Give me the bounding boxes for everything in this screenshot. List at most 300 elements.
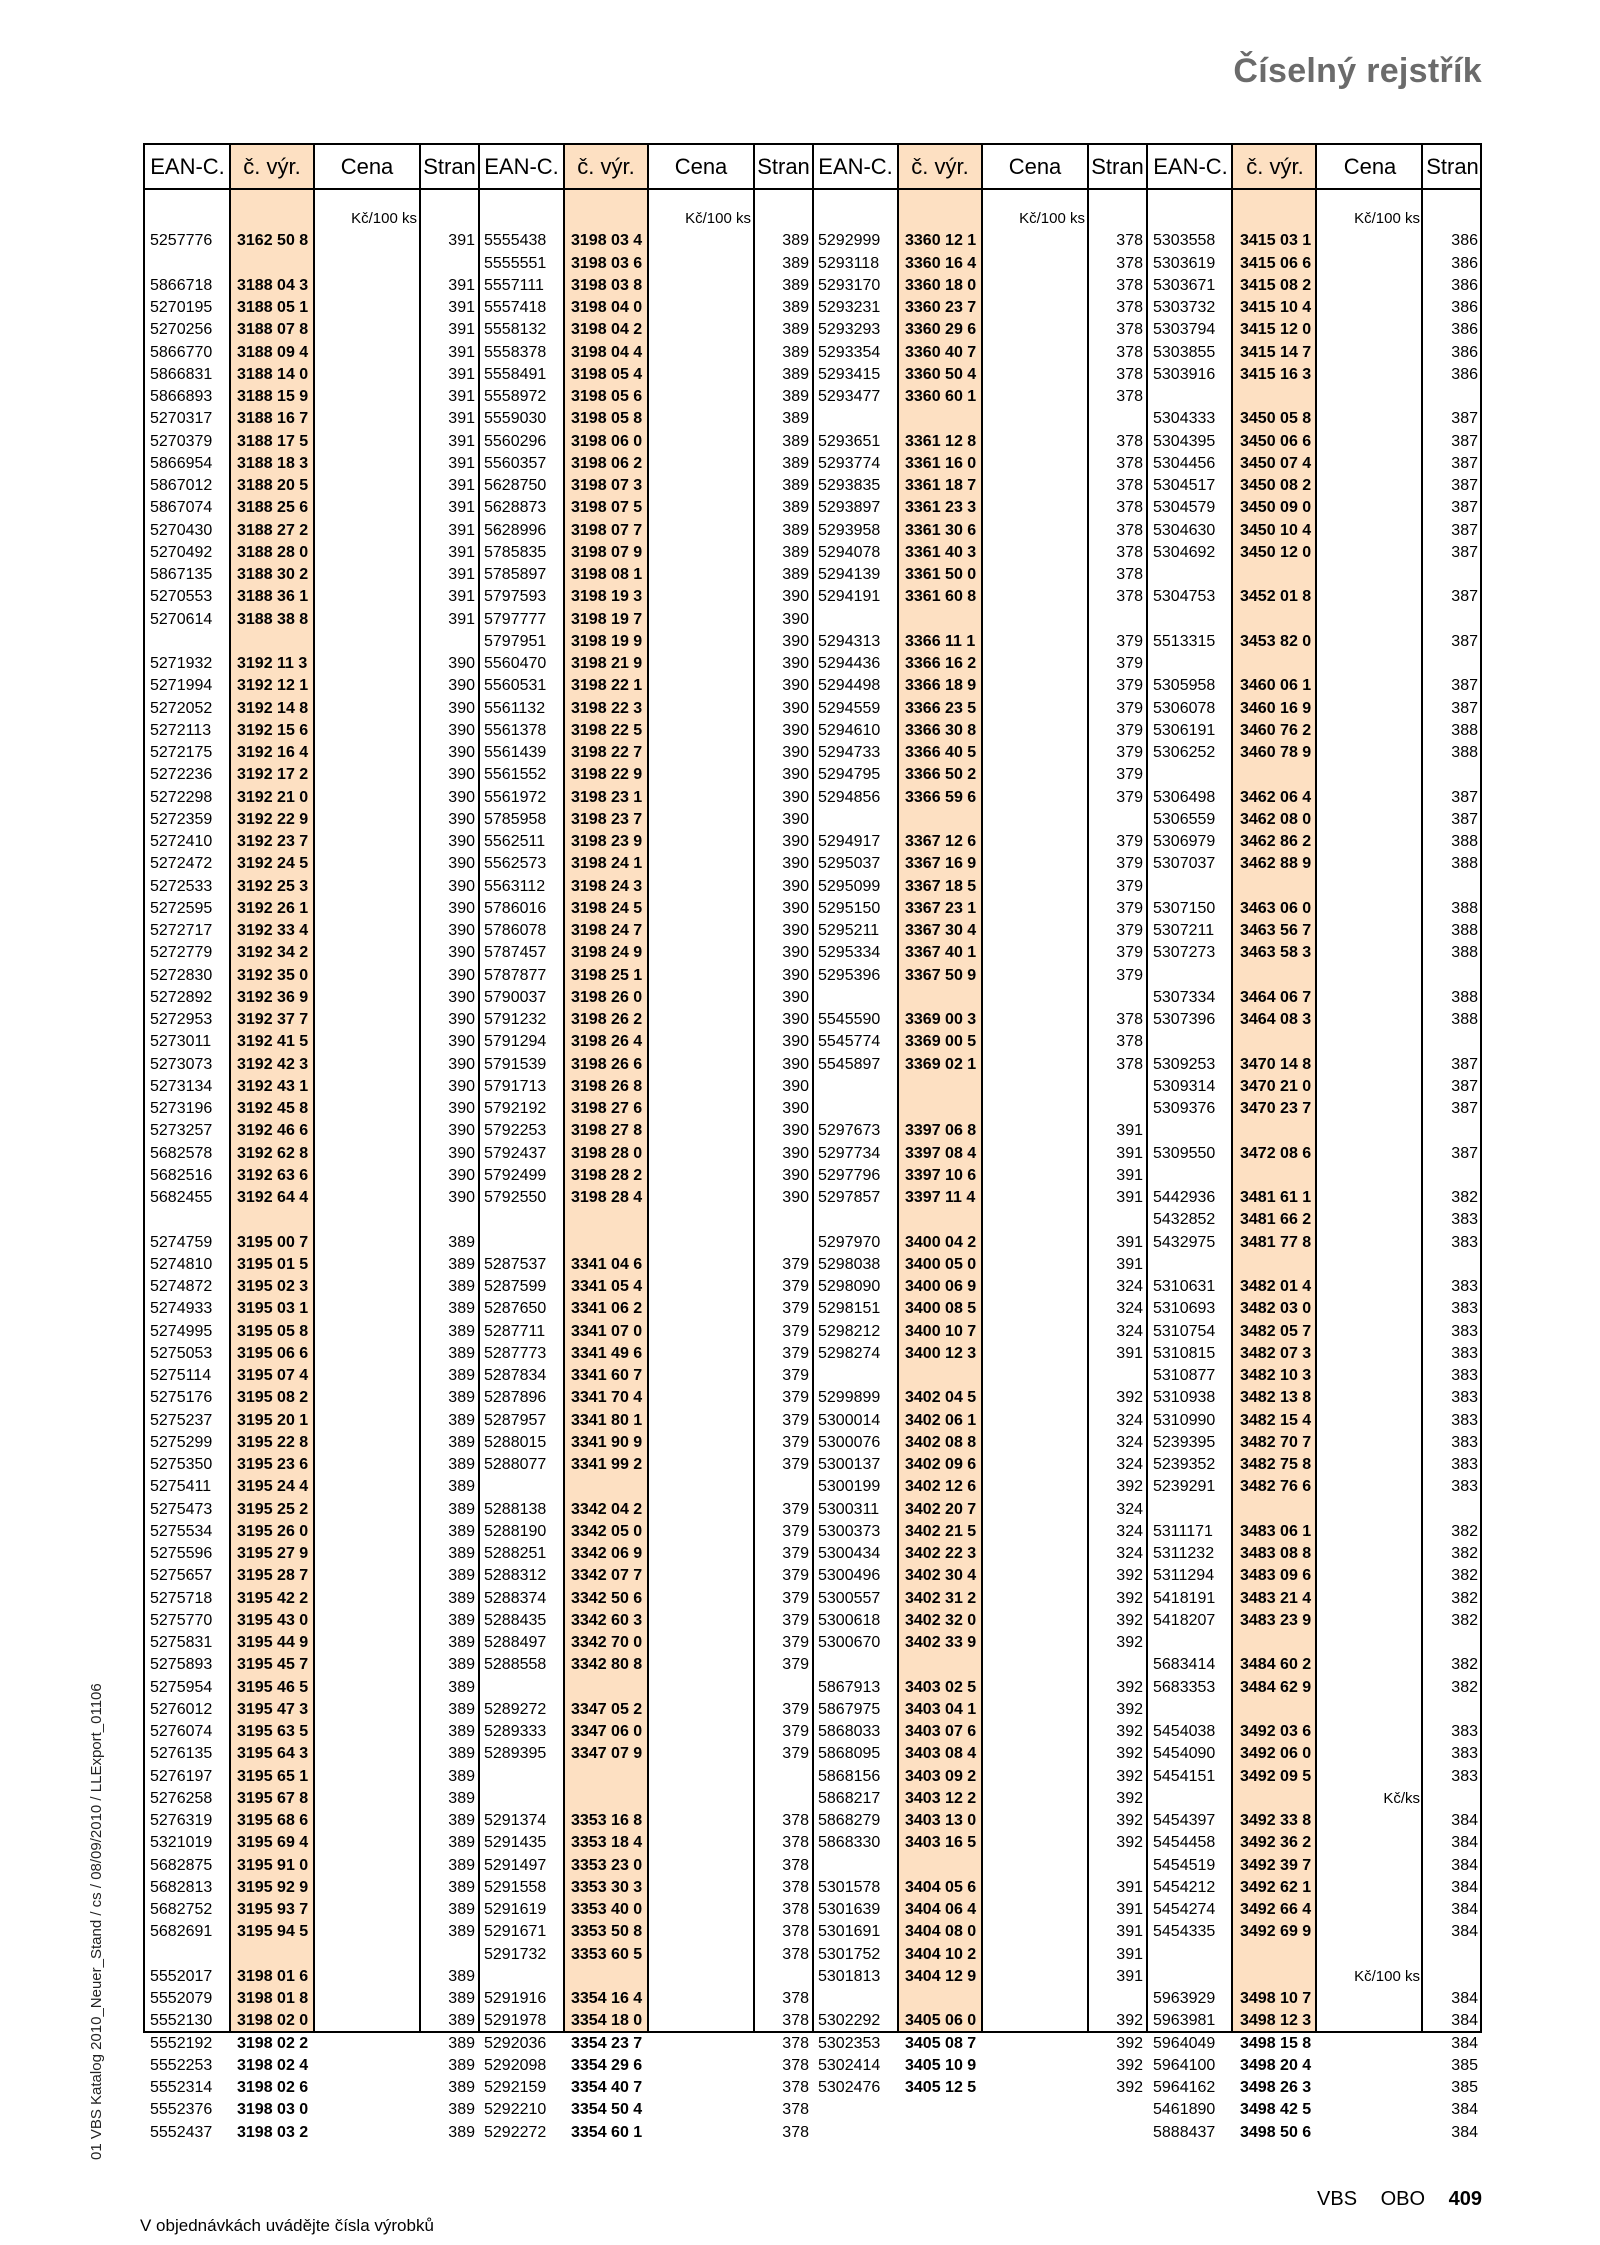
article-number: 3192 34 2 (237, 944, 309, 962)
ean-code: 5561132 (484, 699, 546, 717)
ean-code: 5310990 (1153, 1411, 1216, 1429)
ean-code: 5298212 (818, 1322, 881, 1340)
column-header: Stran (423, 154, 476, 179)
table-row (145, 1410, 479, 1432)
column-divider (419, 145, 421, 2031)
price-unit: Kč/100 ks (1354, 210, 1420, 227)
page-ref: 378 (1116, 321, 1143, 339)
table-row (813, 853, 1147, 875)
column-divider (313, 145, 315, 2031)
page-ref: 390 (782, 744, 809, 761)
ean-code: 5293415 (818, 365, 881, 383)
table-row (479, 2010, 813, 2032)
page-ref: 390 (448, 1122, 475, 1140)
table-row (479, 698, 813, 720)
ean-code: 5307037 (1153, 855, 1216, 873)
ean-code: 5867913 (818, 1678, 881, 1696)
table-row (145, 364, 479, 386)
ean-code: 5302414 (818, 2056, 881, 2074)
article-number: 3198 01 6 (237, 1967, 309, 1985)
table-row (479, 1165, 813, 1187)
page-ref: 390 (448, 1100, 475, 1117)
ean-code: 5791539 (484, 1055, 547, 1073)
article-number: 3450 06 6 (1240, 432, 1312, 450)
page-ref: 391 (1116, 1967, 1143, 1985)
article-number: 3403 08 4 (905, 1745, 977, 1763)
ean-code: 5276258 (150, 1789, 213, 1807)
article-number: 3195 67 8 (237, 1789, 309, 1807)
page-ref: 391 (1116, 1945, 1143, 1963)
table-row (813, 431, 1147, 453)
ean-code: 5868033 (818, 1723, 881, 1740)
table-row (479, 1454, 813, 1476)
page-ref: 389 (782, 543, 809, 561)
ean-code: 5272236 (150, 766, 213, 784)
table-row (145, 1209, 479, 1231)
ean-code: 5432852 (1153, 1211, 1216, 1229)
ean-code: 5560357 (484, 454, 547, 472)
ean-code: 5561972 (484, 788, 547, 806)
article-number: 3195 25 2 (237, 1500, 309, 1518)
table-row (813, 1944, 1147, 1966)
ean-code: 5454274 (1153, 1901, 1216, 1918)
article-number: 3198 08 1 (571, 566, 643, 583)
article-number: 3354 29 6 (571, 2056, 643, 2074)
table-row (813, 475, 1147, 497)
page-ref: 392 (1116, 2056, 1143, 2074)
page-ref: 389 (782, 432, 809, 450)
page-ref: 324 (1116, 1500, 1143, 1518)
page-ref: 383 (1451, 1211, 1478, 1229)
article-number: 3403 09 2 (905, 1767, 977, 1785)
article-number: 3198 26 4 (571, 1033, 643, 1051)
table-row (145, 631, 479, 653)
ean-code: 5273134 (150, 1077, 213, 1095)
table-row (145, 2010, 479, 2032)
table-row (479, 1321, 813, 1343)
ean-code: 5294559 (818, 699, 881, 717)
article-number: 3460 16 9 (1240, 699, 1312, 717)
article-number: 3481 77 8 (1240, 1233, 1312, 1251)
page-ref: 389 (448, 1478, 475, 1496)
table-row (813, 898, 1147, 920)
ean-code: 5310631 (1153, 1278, 1216, 1295)
ean-code: 5309314 (1153, 1077, 1216, 1095)
ean-code: 5295334 (818, 944, 881, 962)
article-number: 3195 94 5 (237, 1923, 309, 1941)
ean-code: 5295037 (818, 855, 881, 873)
ean-code: 5297857 (818, 1189, 881, 1206)
article-number: 3498 20 4 (1240, 2056, 1312, 2074)
article-number: 3450 05 8 (1240, 410, 1312, 428)
article-number: 3353 16 8 (571, 1812, 643, 1829)
article-number: 3195 47 3 (237, 1700, 309, 1718)
table-row (813, 1120, 1147, 1142)
table-row (479, 920, 813, 942)
page-ref: 388 (1451, 944, 1478, 962)
table-row (813, 1743, 1147, 1765)
article-number: 3195 44 9 (237, 1634, 309, 1651)
article-number: 3198 19 7 (571, 610, 643, 628)
column-header: Cena (340, 154, 394, 179)
article-number: 3341 49 6 (571, 1344, 643, 1362)
page-ref: 379 (782, 1545, 809, 1562)
article-number: 3402 30 4 (905, 1567, 977, 1585)
article-number: 3400 06 9 (905, 1278, 977, 1295)
table-row (145, 431, 479, 453)
ean-code: 5303619 (1153, 254, 1216, 272)
article-number: 3403 04 1 (905, 1700, 977, 1718)
page-ref: 390 (448, 766, 475, 784)
ean-code: 5309253 (1153, 1055, 1216, 1073)
page-ref: 392 (1116, 2034, 1143, 2052)
page-ref: 390 (448, 877, 475, 895)
table-row (145, 1721, 479, 1743)
page-ref: 390 (782, 1100, 809, 1117)
table-row (479, 1009, 813, 1031)
ean-code: 5309550 (1153, 1144, 1216, 1162)
page-ref: 389 (782, 477, 809, 494)
ean-code: 5294436 (818, 655, 881, 672)
ean-code: 5303558 (1153, 232, 1216, 250)
article-number: 3482 70 7 (1240, 1433, 1312, 1451)
ean-code: 5272892 (150, 988, 213, 1006)
table-row (813, 1387, 1147, 1409)
ean-code: 5298274 (818, 1344, 881, 1362)
article-number: 3342 06 9 (571, 1545, 643, 1562)
page-ref: 378 (1116, 254, 1143, 272)
page-ref: 392 (1116, 1700, 1143, 1718)
ean-code: 5275770 (150, 1611, 213, 1629)
page-ref: 324 (1116, 1456, 1143, 1473)
table-row (145, 1921, 479, 1943)
page-ref: 383 (1451, 1723, 1478, 1740)
article-number: 3195 00 7 (237, 1233, 309, 1251)
article-number: 3195 22 8 (237, 1433, 309, 1451)
ean-code: 5288251 (484, 1545, 547, 1562)
column-header: Cena (1008, 154, 1062, 179)
number-index-table (143, 143, 1482, 2141)
table-row (145, 475, 479, 497)
column-header: č. výr. (577, 154, 635, 179)
ean-code: 5294313 (818, 632, 881, 650)
ean-code: 5293170 (818, 276, 881, 294)
table-row (1148, 2099, 1482, 2121)
ean-code: 5561552 (484, 766, 547, 784)
table-row (813, 542, 1147, 564)
header-divider (145, 188, 1480, 190)
page-ref: 391 (448, 566, 475, 583)
page-ref: 390 (782, 855, 809, 873)
article-number: 3400 08 5 (905, 1300, 977, 1318)
table-row (479, 653, 813, 675)
table-row (145, 876, 479, 898)
table-row (479, 364, 813, 386)
table-row (479, 764, 813, 786)
table-row (813, 1788, 1147, 1810)
table-row (479, 1944, 813, 1966)
article-number: 3460 76 2 (1240, 721, 1312, 739)
page-ref: 378 (1116, 588, 1143, 606)
page-ref: 324 (1116, 1300, 1143, 1318)
ean-code: 5287599 (484, 1278, 547, 1295)
article-number: 3198 03 4 (571, 232, 643, 250)
article-number: 3403 13 0 (905, 1812, 977, 1829)
table-row (1148, 2033, 1482, 2055)
table-row (145, 297, 479, 319)
page-ref: 388 (1451, 899, 1478, 917)
page-ref: 387 (1451, 699, 1478, 717)
article-number: 3482 76 6 (1240, 1478, 1312, 1496)
page-ref: 390 (448, 988, 475, 1006)
table-row (813, 942, 1147, 964)
table-row (145, 1254, 479, 1276)
article-number: 3460 06 1 (1240, 677, 1312, 695)
ean-code: 5289395 (484, 1745, 547, 1763)
page-ref: 324 (1116, 1278, 1143, 1295)
article-number: 3415 08 2 (1240, 276, 1312, 294)
article-number: 3198 19 3 (571, 588, 643, 606)
article-number: 3192 22 9 (237, 810, 309, 828)
page-ref: 379 (1116, 721, 1143, 739)
page-ref: 389 (448, 1589, 475, 1607)
ean-code: 5270614 (150, 610, 213, 628)
page-ref: 382 (1451, 1567, 1478, 1585)
page-ref: 379 (782, 1389, 809, 1407)
ean-code: 5786016 (484, 899, 547, 917)
index-column-block (813, 145, 1147, 2096)
article-number: 3404 12 9 (905, 1967, 977, 1985)
page-ref: 379 (782, 1433, 809, 1451)
ean-code: 5306078 (1153, 699, 1216, 717)
page-ref: 390 (782, 988, 809, 1006)
article-number: 3353 50 8 (571, 1923, 643, 1941)
table-row (813, 609, 1147, 631)
table-row (145, 1187, 479, 1209)
article-number: 3188 07 8 (237, 321, 309, 339)
page-ref: 391 (1116, 1344, 1143, 1362)
article-number: 3353 23 0 (571, 1856, 643, 1874)
table-row (813, 1432, 1147, 1454)
ean-code: 5560296 (484, 432, 547, 450)
article-number: 3195 45 7 (237, 1656, 309, 1674)
article-number: 3198 22 1 (571, 677, 643, 695)
article-number: 3400 10 7 (905, 1322, 977, 1340)
ean-code: 5790037 (484, 988, 547, 1006)
table-row (145, 1476, 479, 1498)
article-number: 3403 16 5 (905, 1834, 977, 1852)
ean-code: 5304630 (1153, 521, 1216, 539)
page-ref: 389 (782, 410, 809, 428)
page-ref: 383 (1451, 1478, 1478, 1496)
article-number: 3341 04 6 (571, 1255, 643, 1273)
column-header: č. výr. (243, 154, 301, 179)
table-row (813, 965, 1147, 987)
ean-code: 5963981 (1153, 2012, 1216, 2030)
article-number: 3198 02 2 (237, 2034, 309, 2052)
ean-code: 5288374 (484, 1589, 547, 1607)
page-ref: 389 (448, 1344, 475, 1362)
page-ref: 389 (448, 1745, 475, 1763)
article-number: 3354 16 4 (571, 1990, 643, 2007)
table-row (145, 1632, 479, 1654)
article-number: 3397 08 4 (905, 1144, 977, 1162)
page-ref: 383 (1451, 1344, 1478, 1362)
ean-code: 5291978 (484, 2012, 547, 2030)
ean-code: 5270256 (150, 321, 213, 339)
ean-code: 5293477 (818, 388, 881, 405)
ean-code: 5868279 (818, 1812, 881, 1829)
page-ref: 378 (782, 1901, 809, 1918)
page-ref: 389 (448, 1545, 475, 1562)
article-number: 3188 14 0 (237, 365, 309, 383)
page-ref: 385 (1451, 2079, 1478, 2096)
table-row (813, 342, 1147, 364)
article-number: 3483 21 4 (1240, 1589, 1312, 1607)
page-ref: 389 (448, 1789, 475, 1807)
page-ref: 389 (782, 521, 809, 539)
page-ref: 391 (448, 299, 475, 316)
ean-code: 5792499 (484, 1166, 547, 1184)
ean-code: 5291732 (484, 1945, 547, 1963)
article-number: 3405 12 5 (905, 2079, 977, 2096)
article-number: 3195 64 3 (237, 1745, 309, 1763)
ean-code: 5418191 (1153, 1589, 1216, 1607)
table-row (145, 1810, 479, 1832)
ean-code: 5272175 (150, 744, 213, 761)
table-row (479, 2122, 813, 2144)
page-ref: 390 (448, 788, 475, 806)
page-ref: 389 (448, 1923, 475, 1941)
ean-code: 5866831 (150, 365, 213, 383)
page-ref: 379 (782, 1745, 809, 1763)
article-number: 3188 25 6 (237, 499, 309, 517)
table-row (145, 742, 479, 764)
table-row (145, 230, 479, 252)
page-ref: 379 (782, 1656, 809, 1674)
page-ref: 379 (782, 1522, 809, 1540)
page-ref: 387 (1451, 521, 1478, 539)
table-row (1148, 2122, 1482, 2144)
ean-code: 5792437 (484, 1144, 547, 1162)
table-row (813, 2077, 1147, 2099)
article-number: 3361 23 3 (905, 499, 977, 517)
article-number: 3470 23 7 (1240, 1100, 1312, 1117)
table-row (145, 2099, 479, 2121)
ean-code: 5311232 (1153, 1545, 1215, 1562)
article-number: 3192 41 5 (237, 1033, 309, 1051)
page-ref: 383 (1451, 1278, 1478, 1295)
table-row (479, 342, 813, 364)
table-row (813, 2055, 1147, 2077)
ean-code: 5307150 (1153, 899, 1216, 917)
article-number: 3188 09 4 (237, 343, 309, 361)
article-number: 3360 40 7 (905, 343, 977, 361)
ean-code: 5239291 (1153, 1478, 1216, 1496)
table-row (479, 1387, 813, 1409)
ean-code: 5294191 (818, 588, 881, 606)
ean-code: 5271994 (150, 677, 213, 695)
article-number: 3367 18 5 (905, 877, 977, 895)
table-row (145, 1499, 479, 1521)
table-row (479, 1365, 813, 1387)
article-number: 3198 04 4 (571, 343, 643, 361)
page-ref: 384 (1451, 1834, 1478, 1852)
ean-code: 5785897 (484, 566, 547, 583)
table-row (813, 497, 1147, 519)
page-ref: 387 (1451, 677, 1478, 695)
ean-code: 5868156 (818, 1767, 881, 1785)
ean-code: 5276197 (150, 1767, 213, 1785)
article-number: 3405 10 9 (905, 2056, 977, 2074)
table-row (479, 1054, 813, 1076)
page-ref: 378 (1116, 566, 1143, 583)
article-number: 3366 11 1 (905, 632, 976, 650)
ean-code: 5293118 (818, 254, 880, 272)
page-ref: 378 (782, 1878, 809, 1896)
table-row (145, 1877, 479, 1899)
page-ref: 391 (1116, 1189, 1143, 1206)
page-ref: 391 (448, 388, 475, 405)
page-ref: 389 (448, 1367, 475, 1384)
page-ref: 384 (1451, 1923, 1478, 1941)
page-ref: 392 (1116, 1634, 1143, 1651)
article-number: 3463 58 3 (1240, 944, 1312, 962)
table-row (479, 1143, 813, 1165)
ean-code: 5454335 (1153, 1923, 1216, 1941)
page-ref: 390 (782, 721, 809, 739)
ean-code: 5275350 (150, 1456, 213, 1473)
article-number: 3342 50 6 (571, 1589, 643, 1607)
ean-code: 5288312 (484, 1567, 547, 1585)
table-row (145, 586, 479, 608)
ean-code: 5291916 (484, 1990, 547, 2007)
article-number: 3450 09 0 (1240, 499, 1312, 517)
page-ref: 391 (448, 410, 475, 428)
ean-code: 5307334 (1153, 988, 1216, 1006)
page-ref: 389 (448, 2056, 475, 2074)
page-ref: 391 (448, 454, 475, 472)
article-number: 3198 04 2 (571, 321, 643, 339)
index-column-block (145, 145, 479, 2141)
table-row (479, 564, 813, 586)
table-row (813, 1009, 1147, 1031)
table-row (479, 1699, 813, 1721)
column-divider (753, 145, 755, 2031)
page-ref: 378 (1116, 1033, 1143, 1051)
article-number: 3462 86 2 (1240, 833, 1312, 850)
ean-code: 5288497 (484, 1634, 547, 1651)
page-ref: 379 (782, 1255, 809, 1273)
table-row (145, 1276, 479, 1298)
page-ref: 390 (782, 632, 809, 650)
article-number: 3415 03 1 (1240, 232, 1312, 250)
table-row (145, 609, 479, 631)
page-ref: 378 (1116, 1011, 1143, 1028)
ean-code: 5683353 (1153, 1678, 1216, 1696)
ean-code: 5295150 (818, 899, 881, 917)
article-number: 3198 02 4 (237, 2056, 309, 2074)
article-number: 3464 06 7 (1240, 988, 1312, 1006)
ean-code: 5628996 (484, 521, 547, 539)
page-ref: 389 (448, 2034, 475, 2052)
table-row (813, 1410, 1147, 1432)
page-ref: 390 (782, 966, 809, 984)
ean-code: 5306498 (1153, 788, 1216, 806)
page-ref: 378 (782, 2012, 809, 2030)
article-number: 3195 46 5 (237, 1678, 309, 1696)
ean-code: 5560470 (484, 655, 547, 672)
